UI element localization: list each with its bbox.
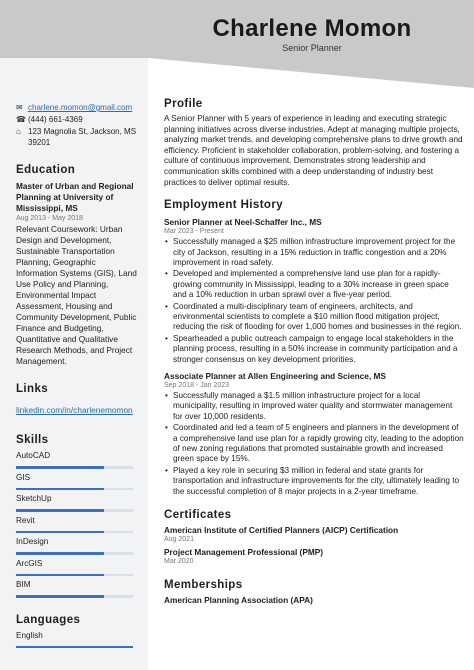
skill-level-fill bbox=[16, 574, 104, 577]
skill-level-bar bbox=[16, 466, 133, 469]
skill-level-fill bbox=[16, 509, 104, 512]
skill-item bbox=[16, 451, 138, 469]
jobs-list bbox=[164, 217, 464, 497]
skill-level-fill bbox=[16, 595, 104, 598]
job-bullet: • Successfully managed a $25 million infrastructure improvement project for the city of Jackson, resulting in a 15% reduction in traffic congestion and a 20% improvement in road safety. bbox=[173, 237, 464, 268]
job-bullet: • Successfully managed a $1.5 million infrastructure project for a local municipality, resulting in improved water quality and stormwater management for over 10,000 residents. bbox=[173, 391, 464, 422]
skill-item bbox=[16, 494, 138, 512]
skill-name: AutoCAD bbox=[16, 451, 51, 460]
certificates-list bbox=[164, 525, 464, 565]
contact-phone-row bbox=[16, 114, 138, 125]
contact-address-row bbox=[16, 126, 138, 148]
language-level-bar bbox=[16, 646, 133, 649]
employment-heading: Employment History bbox=[164, 199, 284, 212]
education-degree: Master of Urban and Regional Planning at University of Mississippi, MS bbox=[16, 181, 134, 213]
contact-email-row bbox=[16, 102, 138, 113]
language-name: English bbox=[16, 630, 43, 640]
job-date: Mar 2023 - Present bbox=[164, 228, 224, 236]
candidate-title: Senior Planner bbox=[282, 43, 342, 53]
memberships-list bbox=[164, 595, 464, 605]
skill-item bbox=[16, 516, 138, 534]
education-coursework: Relevant Coursework: Urban Design and Development, Sustainable Transportation Planning, Geographic Information Systems (GIS), Land Use Policy and Planning, Environmental Impact Assessment, Housing and Community Development, Public Finance and Budgeting, Quantitative and Qualitative Research Methods, and Project Management. bbox=[16, 224, 137, 366]
sidebar-content bbox=[16, 102, 138, 652]
job-bullets bbox=[164, 391, 464, 497]
main-content bbox=[164, 98, 464, 605]
skill-level-bar bbox=[16, 574, 133, 577]
job-date: Sep 2018 - Jan 2023 bbox=[164, 382, 229, 390]
home-icon: ⌂ bbox=[16, 127, 21, 136]
job-entry bbox=[164, 217, 464, 365]
skills-list bbox=[16, 451, 138, 598]
skill-level-fill bbox=[16, 552, 104, 555]
language-level-fill bbox=[16, 646, 133, 649]
skill-item bbox=[16, 559, 138, 577]
linkedin-link[interactable]: linkedin.com/in/charlenemomon bbox=[16, 405, 133, 415]
languages-list bbox=[16, 631, 138, 649]
skill-item bbox=[16, 537, 138, 555]
skill-name: InDesign bbox=[16, 537, 49, 546]
skill-level-fill bbox=[16, 531, 104, 534]
phone-icon: ☎ bbox=[16, 115, 26, 124]
email-link[interactable]: charlene.momon@gmail.com bbox=[28, 103, 133, 112]
job-bullet: • Coordinated and led a team of 5 engineers and planners in the development of a comprehensive land use plan for a rapidly growing city, leading to the adoption of new zoning regulations that promoted sustainable growth and increased green space by 15%. bbox=[173, 423, 464, 465]
certificate-date: Mar 2020 bbox=[164, 558, 194, 566]
certificate-date: Aug 2021 bbox=[164, 536, 194, 544]
job-bullet: • Coordinated a multi-disciplinary team of engineers, architects, and environmental scientists to complete a $10 million flood mitigation project, reducing the risk of flooding for over 1,000 homes and businesses in the region. bbox=[173, 302, 464, 333]
phone-text: (444) 661-4369 bbox=[28, 115, 83, 124]
skill-name: Revit bbox=[16, 515, 35, 525]
skill-level-bar bbox=[16, 509, 133, 512]
skill-name: SketchUp bbox=[16, 494, 52, 503]
job-title: Senior Planner at Neel-Schaffer Inc., MS bbox=[164, 217, 322, 228]
skills-heading: Skills bbox=[16, 434, 49, 446]
job-title: Associate Planner at Allen Engineering and Science, MS bbox=[164, 371, 386, 382]
job-bullet: • Developed and implemented a comprehensive land use plan for a rapidly-growing community in Mississippi, leading to a 30% increase in green space and a 10% reduction in urban sprawl over a five-year period. bbox=[173, 269, 464, 300]
profile-text: A Senior Planner with 5 years of experience in leading and executing strategic planning initiatives across diverse industries. Adept at managing multiple projects, analyzing market trends, and developing comprehensive plans to drive growth and efficiency. Proficient in stakeholder collaboration, problem-solving, and fostering a culture of continuous improvement. Demonstrates strong leadership and communication skills combined with a deep understanding of industry best practices to deliver optimal results. bbox=[164, 114, 463, 187]
email-icon: ✉ bbox=[16, 103, 23, 112]
candidate-name: Charlene Momon bbox=[212, 15, 412, 42]
membership-name: American Planning Association (APA) bbox=[164, 595, 313, 606]
skill-name: BIM bbox=[16, 580, 31, 589]
language-item bbox=[16, 631, 138, 649]
job-bullet: • Played a key role in securing $3 million in federal and state grants for transportation and infrastructure improvements for the city, ultimately leading to the successful completion of 8 major projects in a 2-year timeframe. bbox=[173, 466, 464, 497]
job-bullet: • Spearheaded a public outreach campaign to engage local stakeholders in the planning process, resulting in a 50% increase in community participation and a stronger consensus on key development priorities. bbox=[173, 334, 464, 365]
skill-name: GIS bbox=[16, 472, 31, 482]
skill-name: ArcGIS bbox=[16, 558, 43, 568]
skill-item bbox=[16, 473, 138, 491]
certificate-name: American Institute of Certified Planners (AICP) Certification bbox=[164, 525, 399, 536]
skill-level-bar bbox=[16, 531, 133, 534]
certificate-name: Project Management Professional (PMP) bbox=[164, 547, 324, 558]
skill-level-bar bbox=[16, 552, 133, 555]
job-entry bbox=[164, 371, 464, 497]
job-bullets bbox=[164, 237, 464, 365]
certificates-heading: Certificates bbox=[164, 509, 232, 522]
languages-heading: Languages bbox=[16, 613, 81, 626]
address-text: 123 Magnolia St, Jackson, MS 39201 bbox=[28, 127, 137, 147]
skill-item bbox=[16, 580, 138, 598]
skill-level-bar bbox=[16, 488, 133, 491]
education-date: Aug 2013 - May 2018 bbox=[16, 215, 83, 222]
skill-level-fill bbox=[16, 488, 104, 491]
skill-level-bar bbox=[16, 595, 133, 598]
profile-heading: Profile bbox=[164, 98, 203, 110]
memberships-heading: Memberships bbox=[164, 579, 243, 592]
education-heading: Education bbox=[16, 164, 76, 176]
links-heading: Links bbox=[16, 383, 49, 395]
skill-level-fill bbox=[16, 466, 104, 469]
